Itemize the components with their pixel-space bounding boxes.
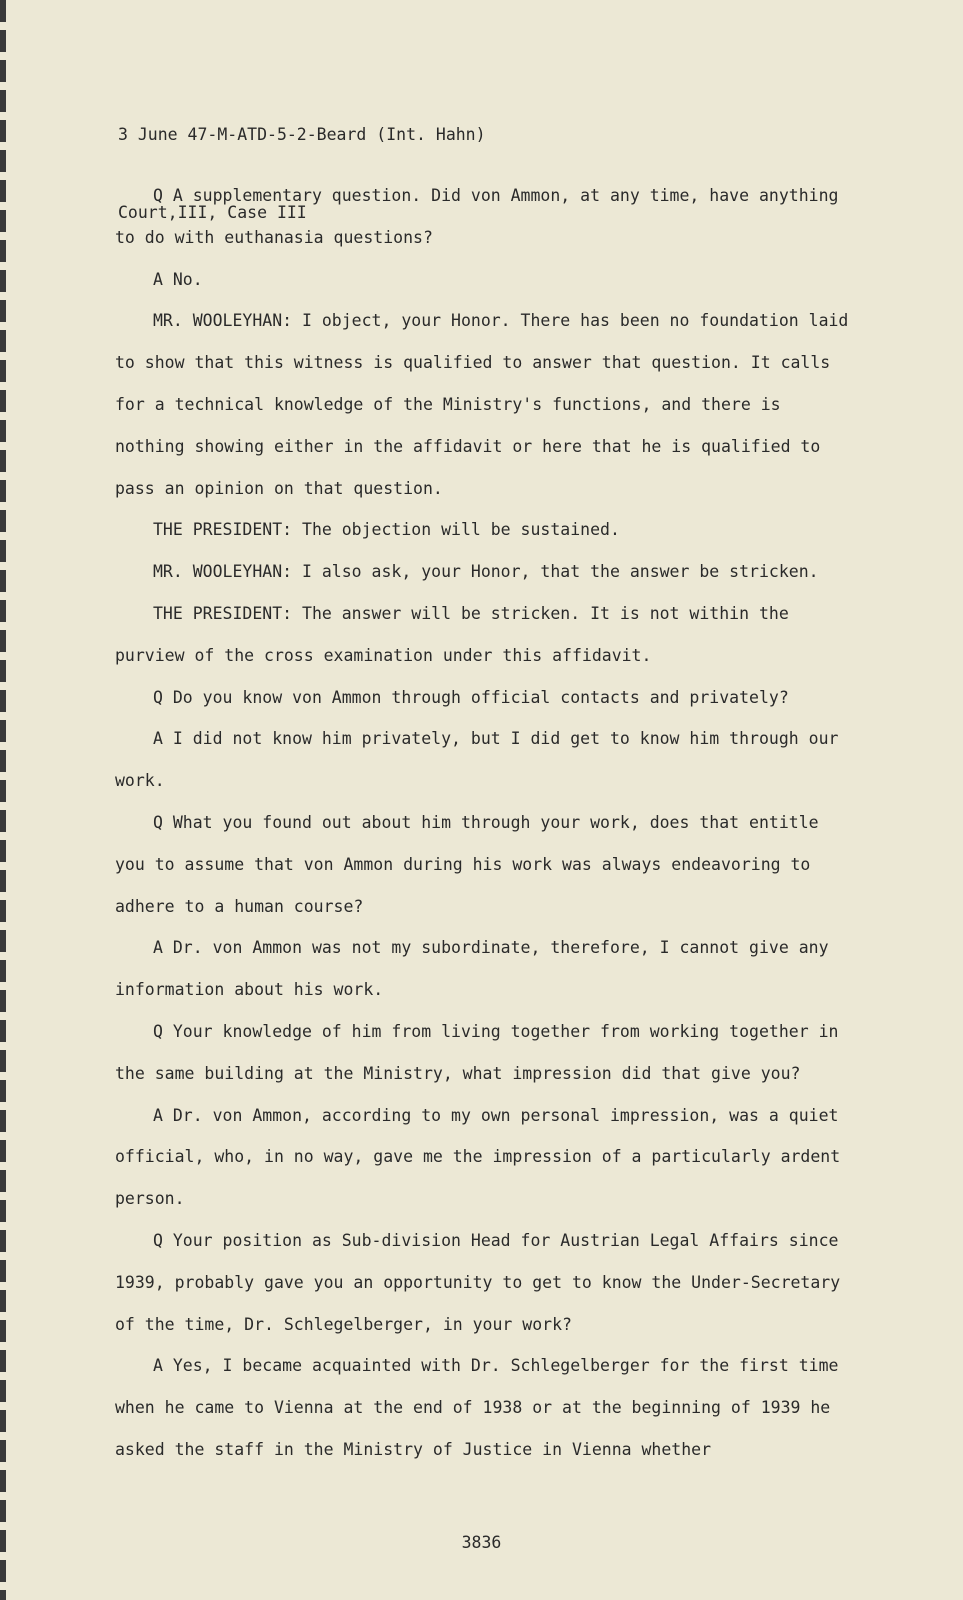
paragraph: A Dr. von Ammon was not my subordinate, therefore, I cannot give any information about his work. bbox=[115, 938, 829, 1000]
transcript-body bbox=[115, 175, 855, 1471]
paragraph: A Yes, I became acquainted with Dr. Schlegelberger for the first time when he came to Vienna at the end of 1938 or at the beginning of 1939 he asked the staff in the Ministry of Justice in Vienna whether bbox=[115, 1356, 839, 1459]
paragraph: Q Do you know von Ammon through official contacts and privately? bbox=[153, 687, 789, 707]
paragraph: Q Your knowledge of him from living together from working together in the same building at the Ministry, what impression did that give you? bbox=[115, 1021, 839, 1083]
paragraph: THE PRESIDENT: The answer will be stricken. It is not within the purview of the cross examination under this affidavit. bbox=[115, 603, 789, 665]
page-number: 3836 bbox=[461, 1533, 502, 1552]
paragraph: Q What you found out about him through your work, does that entitle you to assume that von Ammon during his work was always endeavoring to adhere to a human course? bbox=[115, 812, 819, 916]
binding-edge bbox=[0, 0, 6, 1600]
paragraph: A No. bbox=[153, 269, 203, 289]
paragraph: MR. WOOLEYHAN: I also ask, your Honor, that the answer be stricken. bbox=[153, 562, 819, 582]
paragraph: MR. WOOLEYHAN: I object, your Honor. There has been no foundation laid to show that this witness is qualified to answer that question. It calls for a technical knowledge of the Ministry's functions, and there is nothing showing either in the affidavit or here that he is qualified to pass an opinion on that question. bbox=[115, 311, 849, 498]
paragraph: A I did not know him privately, but I did get to know him through our work. bbox=[115, 729, 839, 791]
paragraph: Q A supplementary question. Did von Ammon, at any time, have anything to do with euthanasia questions? bbox=[115, 186, 839, 247]
header-line-2: Court,III, Case III bbox=[118, 203, 307, 222]
header-line-1: 3 June 47-M-ATD-5-2-Beard (Int. Hahn) bbox=[118, 125, 486, 144]
paragraph: THE PRESIDENT: The objection will be sustained. bbox=[153, 520, 620, 540]
paragraph: Q Your position as Sub-division Head for Austrian Legal Affairs since 1939, probably gave you an opportunity to get to know the Under-Secretary of the time, Dr. Schlegelberger, in your work? bbox=[115, 1230, 841, 1334]
paragraph: A Dr. von Ammon, according to my own personal impression, was a quiet official, who, in no way, gave me the impression of a particularly ardent person. bbox=[115, 1105, 841, 1209]
